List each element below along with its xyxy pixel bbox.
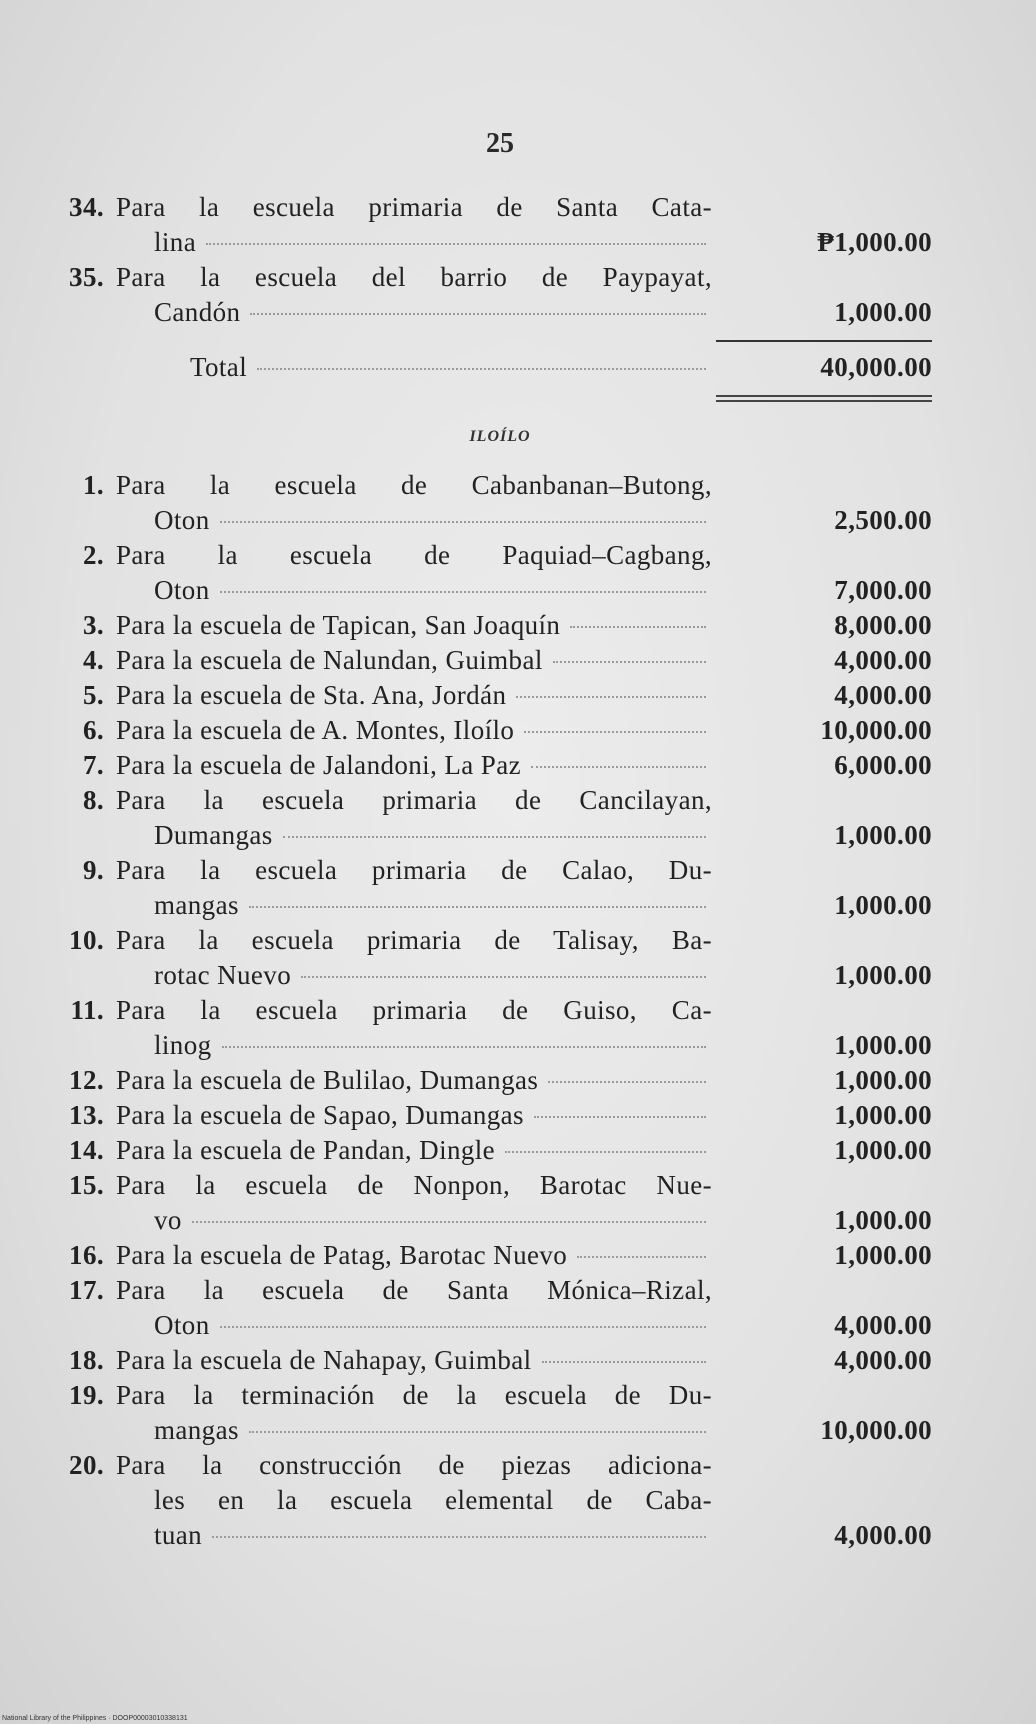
dot-leader: [250, 313, 706, 315]
dot-leader: [524, 731, 706, 733]
line-item: [0, 993, 1036, 1063]
description-text: Dumangas: [154, 820, 273, 850]
item-amount: 4,000.00: [834, 680, 932, 710]
dot-leader: [220, 591, 706, 593]
item-number: 11.: [70, 995, 104, 1025]
item-description: [116, 190, 712, 260]
description-text: Oton: [154, 1310, 210, 1340]
dot-leader: [220, 521, 706, 523]
description-line: [116, 958, 712, 993]
item-amount: 4,000.00: [834, 1345, 932, 1375]
item-number: 13.: [69, 1100, 104, 1130]
description-text: Para la escuela de A. Montes, Iloílo: [116, 715, 515, 745]
dot-leader: [206, 243, 706, 245]
line-item: [0, 608, 1036, 643]
item-number: 8.: [82, 785, 104, 815]
item-description: [116, 748, 712, 783]
description-line: [116, 1168, 712, 1203]
dot-leader: [531, 766, 706, 768]
item-number: 14.: [69, 1135, 104, 1165]
description-line: [116, 1238, 712, 1273]
description-line: [116, 608, 712, 643]
item-number: 19.: [69, 1380, 104, 1410]
item-amount: 1,000.00: [834, 1030, 932, 1060]
description-text: Para la escuela de Patag, Barotac Nuevo: [116, 1240, 568, 1270]
description-line: [116, 1413, 712, 1448]
line-item: [0, 1273, 1036, 1343]
item-number: 7.: [82, 750, 104, 780]
description-text: Para la escuela de Pandan, Dingle: [116, 1135, 496, 1165]
description-line: [116, 1028, 712, 1063]
line-item: [0, 748, 1036, 783]
item-description: [116, 1273, 712, 1343]
entries-list-b: [0, 468, 1036, 1553]
description-text: Para la escuela primaria de Guiso, Ca-: [116, 995, 712, 1025]
description-text: mangas: [154, 890, 239, 920]
dot-leader: [257, 368, 706, 370]
description-text: Para la escuela de Sta. Ana, Jordán: [116, 680, 507, 710]
description-text: Para la escuela de Sapao, Dumangas: [116, 1100, 524, 1130]
description-line: [116, 1273, 712, 1308]
description-text: Para la escuela de Tapican, San Joaquín: [116, 610, 561, 640]
total-amount: 40,000.00: [820, 352, 932, 382]
description-line: [116, 748, 712, 783]
description-text: Candón: [154, 297, 241, 327]
description-text: Para la escuela de Nahapay, Guimbal: [116, 1345, 532, 1375]
item-description: [116, 713, 712, 748]
item-amount: ₱1,000.00: [817, 227, 932, 257]
item-amount: 1,000.00: [834, 820, 932, 850]
description-line: [116, 573, 712, 608]
description-line: [116, 1203, 712, 1238]
description-line: [116, 643, 712, 678]
item-number: 3.: [82, 610, 104, 640]
item-description: [116, 923, 712, 993]
item-description: [116, 1238, 712, 1273]
description-text: Para la escuela primaria de Talisay, Ba-: [116, 925, 712, 955]
item-amount: 7,000.00: [834, 575, 932, 605]
dot-leader: [283, 836, 706, 838]
item-amount: 1,000.00: [834, 890, 932, 920]
item-number: 10.: [69, 925, 104, 955]
item-number: 17.: [69, 1275, 104, 1305]
description-text: Para la construcción de piezas adiciona-: [116, 1450, 712, 1480]
item-description: [116, 538, 712, 608]
item-amount: 10,000.00: [820, 715, 932, 745]
description-line: [116, 1063, 712, 1098]
description-line: [116, 225, 712, 260]
line-item: [0, 853, 1036, 923]
description-text: Para la escuela de Nalundan, Guimbal: [116, 645, 543, 675]
description-text: Para la escuela del barrio de Paypayat,: [116, 262, 712, 292]
item-number: 20.: [69, 1450, 104, 1480]
item-amount: 6,000.00: [834, 750, 932, 780]
item-description: [116, 1133, 712, 1168]
item-amount: 4,000.00: [834, 1520, 932, 1550]
description-text: Para la escuela de Nonpon, Barotac Nue-: [116, 1170, 712, 1200]
description-line: [116, 1448, 712, 1483]
description-line: [116, 1308, 712, 1343]
description-text: mangas: [154, 1415, 239, 1445]
dot-leader: [192, 1221, 706, 1223]
item-description: [116, 1343, 712, 1378]
description-text: lina: [154, 227, 197, 257]
section-heading: ILOÍLO: [469, 428, 531, 445]
description-text: Para la escuela primaria de Santa Cata-: [116, 192, 712, 222]
dot-leader: [301, 976, 706, 978]
item-description: [116, 643, 712, 678]
item-amount: 1,000.00: [834, 297, 932, 327]
subtotal-rule: [716, 340, 932, 342]
description-text: Para la terminación de la escuela de Du-: [116, 1380, 712, 1410]
item-number: 12.: [69, 1065, 104, 1095]
item-description: [116, 1098, 712, 1133]
total-label: Total: [190, 352, 248, 382]
item-number: 15.: [69, 1170, 104, 1200]
dot-leader: [534, 1116, 706, 1118]
item-number: 18.: [69, 1345, 104, 1375]
description-line: [116, 713, 712, 748]
description-line: [116, 1133, 712, 1168]
description-text: Para la escuela de Cabanbanan–Butong,: [116, 470, 712, 500]
description-line: [116, 993, 712, 1028]
description-text: linog: [154, 1030, 212, 1060]
description-line: [116, 260, 712, 295]
total-double-rule: [716, 395, 932, 402]
description-line: [116, 1518, 712, 1553]
line-item: [0, 1238, 1036, 1273]
line-item: [0, 678, 1036, 713]
description-text: Para la escuela primaria de Calao, Du-: [116, 855, 712, 885]
item-number: 9.: [82, 855, 104, 885]
dot-leader: [548, 1081, 706, 1083]
line-item: [0, 1343, 1036, 1378]
dot-leader: [516, 696, 706, 698]
line-item: [0, 468, 1036, 538]
line-item: [0, 923, 1036, 993]
item-description: [116, 1448, 712, 1553]
item-number: 4.: [82, 645, 104, 675]
item-amount: 1,000.00: [834, 960, 932, 990]
page-number: 25: [486, 128, 514, 159]
line-item: [0, 1168, 1036, 1238]
description-line: [116, 1098, 712, 1133]
item-number: 34.: [69, 192, 104, 222]
line-item: [0, 1098, 1036, 1133]
dot-leader: [249, 1431, 706, 1433]
description-text: vo: [154, 1205, 182, 1235]
item-number: 5.: [82, 680, 104, 710]
dot-leader: [249, 906, 706, 908]
dot-leader: [212, 1536, 706, 1538]
description-line: [116, 678, 712, 713]
item-amount: 10,000.00: [820, 1415, 932, 1445]
description-text: Para la escuela de Bulilao, Dumangas: [116, 1065, 539, 1095]
description-line: [116, 468, 712, 503]
description-line: [116, 190, 712, 225]
dot-leader: [577, 1256, 706, 1258]
description-text: Para la escuela de Santa Mónica–Rizal,: [116, 1275, 712, 1305]
dot-leader: [553, 661, 706, 663]
item-amount: 1,000.00: [834, 1100, 932, 1130]
description-text: tuan: [154, 1520, 203, 1550]
item-description: [116, 468, 712, 538]
document-body: [0, 190, 1036, 1553]
item-amount: 4,000.00: [834, 645, 932, 675]
entries-list-a: [0, 190, 1036, 330]
description-line: [116, 295, 712, 330]
description-text: rotac Nuevo: [154, 960, 292, 990]
item-description: [116, 678, 712, 713]
description-text: Para la escuela de Paquiad–Cagbang,: [116, 540, 712, 570]
description-line: [116, 888, 712, 923]
description-text: les en la escuela elemental de Caba-: [154, 1485, 712, 1515]
item-description: [116, 1378, 712, 1448]
scan-footer: National Library of the Philippines · DOOP00003010338131: [2, 1715, 188, 1722]
description-text: Oton: [154, 575, 210, 605]
description-line: [116, 538, 712, 573]
item-number: 6.: [82, 715, 104, 745]
description-line: [116, 1483, 712, 1518]
line-item: [0, 190, 1036, 260]
line-item: [0, 643, 1036, 678]
item-amount: 1,000.00: [834, 1205, 932, 1235]
item-description: [116, 260, 712, 330]
description-line: [116, 783, 712, 818]
description-text: Oton: [154, 505, 210, 535]
item-number: 35.: [69, 262, 104, 292]
line-item: [0, 1378, 1036, 1448]
description-line: [116, 853, 712, 888]
description-line: [116, 923, 712, 958]
dot-leader: [222, 1046, 706, 1048]
item-description: [116, 993, 712, 1063]
item-description: [116, 783, 712, 853]
item-amount: 8,000.00: [834, 610, 932, 640]
description-text: Para la escuela primaria de Cancilayan,: [116, 785, 712, 815]
description-line: [116, 503, 712, 538]
item-number: 1.: [82, 470, 104, 500]
line-item: [0, 1063, 1036, 1098]
description-text: Para la escuela de Jalandoni, La Paz: [116, 750, 521, 780]
line-item: [0, 783, 1036, 853]
line-item: [0, 713, 1036, 748]
item-amount: 1,000.00: [834, 1135, 932, 1165]
item-number: 2.: [82, 540, 104, 570]
line-item: [0, 1448, 1036, 1553]
dot-leader: [542, 1361, 706, 1363]
description-line: [116, 1378, 712, 1413]
dot-leader: [570, 626, 706, 628]
line-item: [0, 260, 1036, 330]
line-item: [0, 1133, 1036, 1168]
description-line: [116, 1343, 712, 1378]
total-row: [0, 350, 1036, 385]
item-amount: 2,500.00: [834, 505, 932, 535]
dot-leader: [220, 1326, 706, 1328]
item-description: [116, 1168, 712, 1238]
item-description: [116, 853, 712, 923]
description-line: [116, 818, 712, 853]
item-amount: 1,000.00: [834, 1065, 932, 1095]
line-item: [0, 538, 1036, 608]
item-number: 16.: [69, 1240, 104, 1270]
item-amount: 4,000.00: [834, 1310, 932, 1340]
dot-leader: [505, 1151, 706, 1153]
item-description: [116, 1063, 712, 1098]
item-description: [116, 608, 712, 643]
item-amount: 1,000.00: [834, 1240, 932, 1270]
